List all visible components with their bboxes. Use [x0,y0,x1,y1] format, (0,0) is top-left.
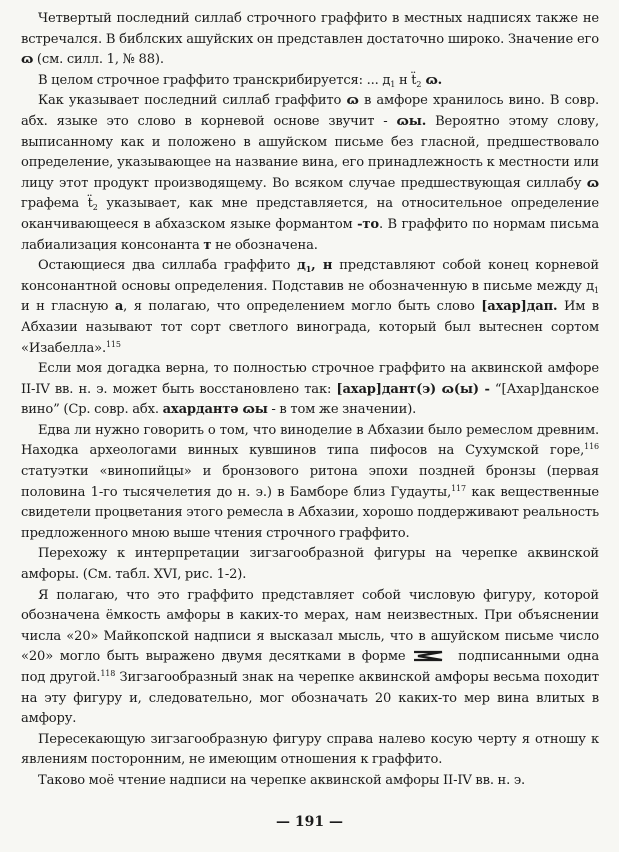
bold-word: а [114,299,124,315]
text: в амфоре хранилось вино. В совр. абх. языке это слово в корневой основе звучит - [21,93,599,129]
text: Остающиеся два силлаба граффито [38,258,298,274]
text: Как указывает последний силлаб граффито [38,93,347,109]
zigzag-numeral-icon [411,650,445,662]
text: - в том же значении). [267,402,417,418]
bold-word: ɷы. [396,113,427,129]
text: , я полагаю, что определением могло быть слово [123,299,482,315]
text: Пересекающую зигзагообразную фигуру справа налево косую черту я отношу к явлениям посторонним, не имеющим отношения к граффито. [21,731,599,768]
paragraph-2 [21,71,599,92]
bold-word: д [297,258,306,274]
text: . В граффито по нормам письма лабиализация консонанта [21,216,599,253]
bold-word: -то [357,216,379,232]
subscript: 2 [92,203,98,213]
text: Едва ли нужно говорить о том, что виноделие в Абхазии было ремеслом древним. Находка археологами винных кувшинов типа пифосов на Сухумской горе, [21,422,599,459]
subscript: 2 [416,79,422,89]
paragraph-10 [21,771,599,792]
syllable-glyph: ɷ [21,52,34,68]
text: подписанными одна под другой. [21,649,599,685]
paragraph-5 [21,359,599,421]
text: н [395,72,412,88]
text: Если моя догадка верна, то полностью строчное граффито на аквинской амфоре II-IV вв. н. э. может быть восстановлено так: [21,361,599,397]
text: статуэтки «винопийцы» и бронзового ритона эпохи поздней бронзы (первая половина 1-го тысячелетия до н. э.) в Бамборе близ Гудауты, [21,464,599,500]
text: не обозначена. [211,237,318,253]
paragraph-3 [21,91,599,256]
footnote-marker: 117 [451,483,466,493]
bold-word: , н [311,258,333,274]
text: Зигзагообразный знак на черепке аквинской амфоры весьма походит на эту фигуру и, следовательно, мог обозначать 20 каких-то мер вина влитых в амфору. [21,670,599,727]
paragraph-7 [21,544,599,585]
syllable-glyph: ɷ [346,93,359,109]
bold-word: [ахар]дант(э) ɷ(ы) - [336,381,490,397]
text: Им в Абхазии называют тот сорт светлого винограда, который был вытеснен сортом «Изабелла». [21,299,600,356]
text: (см. силл. 1, № 88). [33,52,164,68]
paragraph-6 [21,421,599,545]
text: Я полагаю, что это граффито представляет собой числовую фигуру, которой обозначена ёмкость амфоры в каких-то мерах, нам неизвестных. При объяснении числа «20» Майкопской надписи я высказал мысль, что в ашуйском письме число «20» могло быть выражено двумя десятками в форме [21,587,599,665]
footnote-marker: 118 [100,669,116,678]
footnote-marker: 115 [105,339,121,349]
text: Четвертый последний силлаб строчного граффито в местных надписях также не встречался. В библских ашуйских он представлен достаточно широко. Значение его [21,11,599,47]
text: как вещественные свидетели процветания этого ремесла в Абхазии, хорошо поддерживают реальность предложенного мною выше чтения строчного граффито. [21,484,599,541]
syllable-glyph: ẗ [87,196,93,212]
paragraph-8 [21,586,599,730]
paragraph-4 [21,256,599,359]
bold-word: ахардантə ɷы [162,402,268,418]
bold-word: [ахар]дап. [481,299,558,315]
text: представляют собой конец корневой консонантной основы определения. Подставив не обозначенную в письме между д [21,258,599,294]
paragraph-9 [21,730,599,771]
subscript: 1 [305,264,312,275]
subscript: 1 [390,79,396,89]
paragraph-1 [21,9,599,71]
text: “[Ахар]данское вино” (Ср. совр. абх. [21,381,599,418]
text: и н гласную [21,299,115,315]
text: указывает, как мне представляется, на относительное определение оканчивающееся в абхазском языке формантом [21,196,599,232]
page-number: — 191 — [276,814,343,830]
subscript: 1 [594,285,599,295]
text: В целом строчное граффито транскрибируется: ... д [38,72,391,88]
bold-word: т [203,237,212,253]
syllable-glyph: ɷ. [421,72,443,88]
text: графема [21,196,88,212]
text: Таково моё чтение надписи на черепке аквинской амфоры II-IV вв. н. э. [38,772,526,788]
syllable-glyph: ẗ [411,72,417,88]
footnote-marker: 116 [584,442,599,452]
syllable-glyph: ɷ [586,175,599,191]
text: Вероятно этому слову, выписанному как и положено в ашуйском письме без гласной, предшествовало определение, указывающее на название вина, его принадлежность к местности или лицу этот продукт производящему. Во всяком случае предшествующая силлабу [21,113,599,191]
text: Перехожу к интерпретации зигзагообразной фигуры на черепке аквинской амфоры. (См. табл. XVI, рис. 1-2). [21,546,599,583]
